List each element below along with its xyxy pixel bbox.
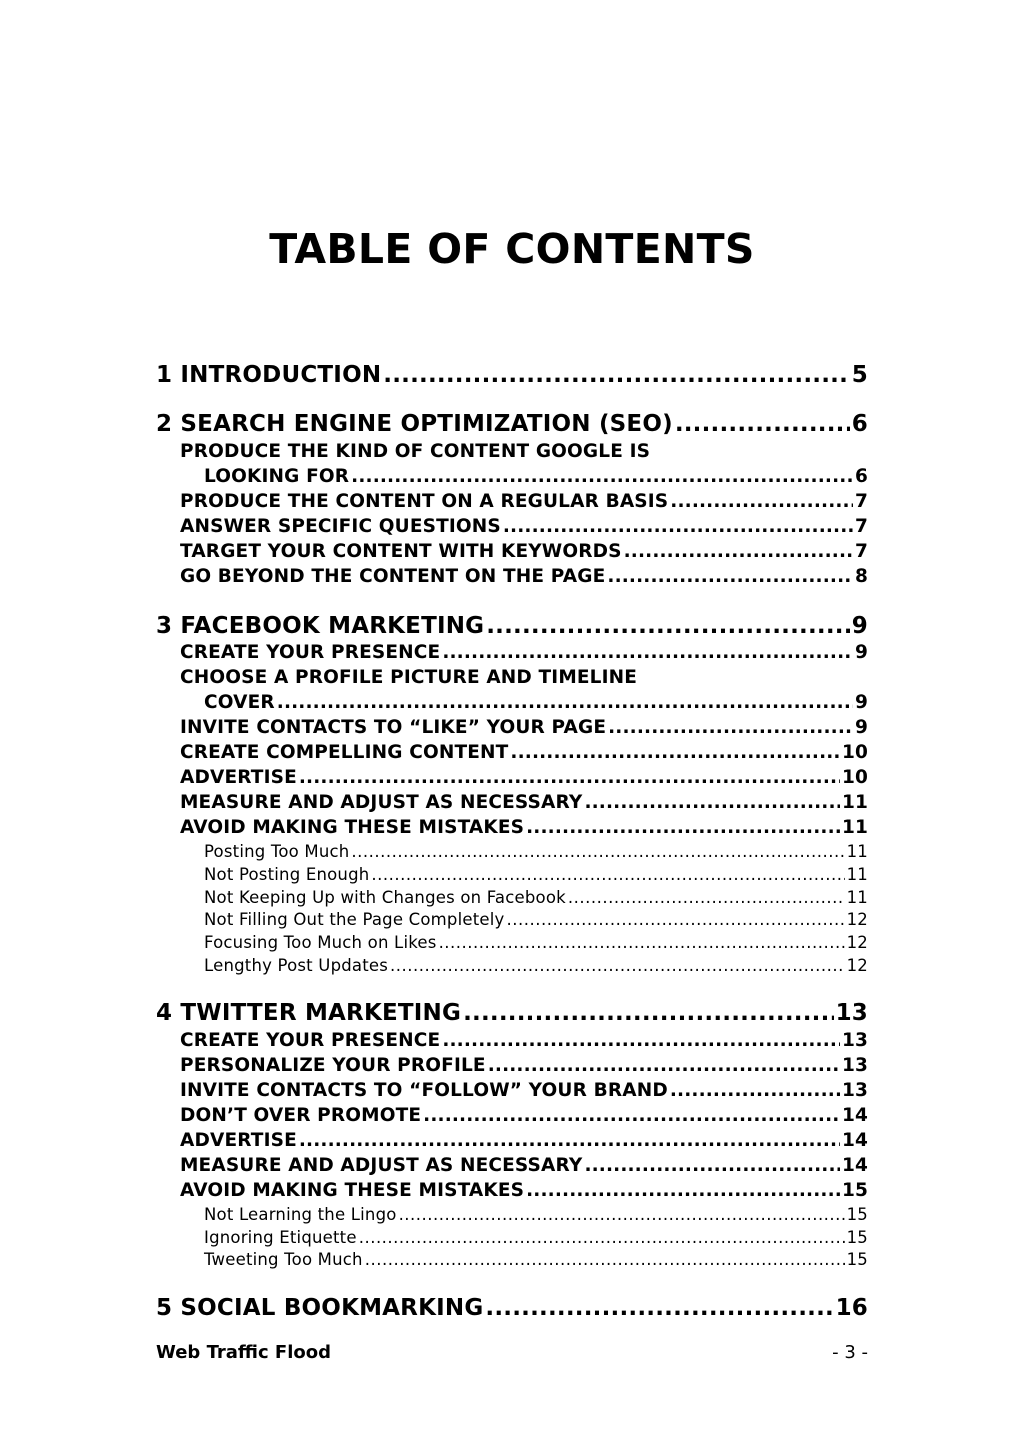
toc-entry-fb-mistakes[interactable]: [156, 817, 868, 838]
toc-entry-label: 1 INTRODUCTION: [156, 362, 382, 388]
toc-entry-label: Focusing Too Much on Likes: [204, 933, 437, 952]
toc-entry-invite-like[interactable]: [156, 717, 868, 738]
toc-entry-focusing-likes[interactable]: [156, 933, 868, 952]
dot-leader: [488, 1055, 840, 1076]
toc-entry-label: 4 TWITTER MARKETING: [156, 1000, 462, 1026]
toc-entry-page: 13: [841, 1030, 868, 1051]
toc-entry-tw-measure[interactable]: [156, 1155, 868, 1176]
dot-leader: [390, 956, 845, 975]
toc-entry-page: 6: [854, 466, 868, 487]
toc-entry-regular-basis[interactable]: [156, 491, 868, 512]
toc-entry-twitter[interactable]: [156, 1000, 868, 1026]
toc-entry-page: 15: [846, 1205, 868, 1224]
toc-entry-seo[interactable]: [156, 411, 868, 437]
dot-leader: [568, 888, 845, 907]
dot-leader: [442, 642, 853, 663]
dot-leader: [359, 1228, 845, 1247]
footer-book-title: Web Traffic Flood: [156, 1342, 331, 1363]
toc-entry-label: AVOID MAKING THESE MISTAKES: [180, 817, 525, 838]
dot-leader: [383, 362, 850, 388]
footer-page-number: - 3 -: [832, 1342, 868, 1363]
toc-entry-compelling-content[interactable]: [156, 742, 868, 763]
toc-entry-lengthy-updates[interactable]: [156, 956, 868, 975]
toc-entry-page: 5: [851, 362, 868, 388]
dot-leader: [670, 491, 853, 512]
toc-entry-page: 13: [841, 1080, 868, 1101]
toc-entry-tweeting-too-much[interactable]: [156, 1250, 868, 1269]
toc-entry-label: 2 SEARCH ENGINE OPTIMIZATION (SEO): [156, 411, 673, 437]
toc-entry-personalize-profile[interactable]: [156, 1055, 868, 1076]
toc-entry-label: AVOID MAKING THESE MISTAKES: [180, 1180, 525, 1201]
toc-entry-label: COVER: [204, 692, 275, 713]
toc-entry-facebook[interactable]: [156, 613, 868, 639]
toc-entry-page: 15: [846, 1250, 868, 1269]
toc-entry-label: PERSONALIZE YOUR PROFILE: [180, 1055, 486, 1076]
toc-entry-label: PRODUCE THE KIND OF CONTENT GOOGLE IS: [180, 441, 651, 462]
toc-entry-label: 5 SOCIAL BOOKMARKING: [156, 1295, 484, 1321]
dot-leader: [507, 910, 845, 929]
toc-entry-label: CREATE YOUR PRESENCE: [180, 642, 441, 663]
toc-entry-label: CHOOSE A PROFILE PICTURE AND TIMELINE: [180, 667, 638, 688]
toc-entry-label: CREATE COMPELLING CONTENT: [180, 742, 509, 763]
toc-entry-page: 9: [851, 613, 868, 639]
dot-leader: [584, 1155, 840, 1176]
dot-leader: [277, 692, 853, 713]
toc-entry-page: 12: [846, 910, 868, 929]
toc-entry-ignoring-etiquette[interactable]: [156, 1228, 868, 1247]
toc-entry-page: 8: [854, 566, 868, 587]
toc-entry-go-beyond[interactable]: [156, 566, 868, 587]
toc-entry-label: MEASURE AND ADJUST AS NECESSARY: [180, 792, 583, 813]
toc-entry-page: 14: [841, 1105, 868, 1126]
toc-entry-not-posting-enough[interactable]: [156, 865, 868, 884]
toc-entry-page: 12: [846, 933, 868, 952]
toc-entry-page: 11: [846, 865, 868, 884]
toc-entry-page: 12: [846, 956, 868, 975]
toc-entry-page: 6: [851, 411, 868, 437]
dot-leader: [584, 792, 840, 813]
dot-leader: [510, 742, 840, 763]
dot-leader: [526, 1180, 840, 1201]
toc-entry-label: Tweeting Too Much: [204, 1250, 363, 1269]
toc-entry-label: Not Keeping Up with Changes on Facebook: [204, 888, 566, 907]
toc-entry-label: CREATE YOUR PRESENCE: [180, 1030, 441, 1051]
toc-entry-page: 11: [846, 888, 868, 907]
dot-leader: [607, 566, 853, 587]
dot-leader: [526, 817, 840, 838]
toc-entry-page: 15: [846, 1228, 868, 1247]
toc-entry-tw-mistakes[interactable]: [156, 1180, 868, 1201]
toc-entry-page: 10: [841, 767, 868, 788]
toc-entry-not-filling-out[interactable]: [156, 910, 868, 929]
toc-entry-label: Not Filling Out the Page Completely: [204, 910, 505, 929]
toc-entry-label: INVITE CONTACTS TO “FOLLOW” YOUR BRAND: [180, 1080, 668, 1101]
toc-entry-page: 11: [841, 817, 868, 838]
toc-entry-label: ANSWER SPECIFIC QUESTIONS: [180, 516, 501, 537]
toc-entry-page: 7: [854, 491, 868, 512]
toc-entry-label: TARGET YOUR CONTENT WITH KEYWORDS: [180, 541, 622, 562]
toc-entry-page: 15: [841, 1180, 868, 1201]
toc-entry-label: GO BEYOND THE CONTENT ON THE PAGE: [180, 566, 606, 587]
dot-leader: [351, 842, 844, 861]
dot-leader: [371, 865, 844, 884]
toc-entry-fb-advertise[interactable]: [156, 767, 868, 788]
toc-entry-label: MEASURE AND ADJUST AS NECESSARY: [180, 1155, 583, 1176]
toc-entry-invite-follow[interactable]: [156, 1080, 868, 1101]
toc-entry-answer-questions[interactable]: [156, 516, 868, 537]
toc-entry-page: 11: [846, 842, 868, 861]
toc-entry-label: ADVERTISE: [180, 1130, 297, 1151]
toc-entry-page: 9: [854, 642, 868, 663]
toc-entry-page: 10: [841, 742, 868, 763]
toc-entry-social-bookmarking[interactable]: [156, 1295, 868, 1321]
toc-entry-page: 16: [835, 1295, 868, 1321]
toc-entry-posting-too-much[interactable]: [156, 842, 868, 861]
toc-entry-fb-presence[interactable]: [156, 642, 868, 663]
dot-leader: [399, 1205, 845, 1224]
dot-leader: [463, 1000, 834, 1026]
toc-entry-label: PRODUCE THE CONTENT ON A REGULAR BASIS: [180, 491, 669, 512]
toc-entry-page: 14: [841, 1155, 868, 1176]
dot-leader: [299, 767, 840, 788]
page-title: TABLE OF CONTENTS: [269, 225, 755, 273]
dot-leader: [486, 613, 850, 639]
toc-entry-fb-measure[interactable]: [156, 792, 868, 813]
dot-leader: [485, 1295, 833, 1321]
toc-entry-label: INVITE CONTACTS TO “LIKE” YOUR PAGE: [180, 717, 607, 738]
toc-entry-tw-advertise[interactable]: [156, 1130, 868, 1151]
dot-leader: [503, 516, 853, 537]
toc-entry-page: 7: [854, 516, 868, 537]
toc-entry-label: Not Posting Enough: [204, 865, 370, 884]
dot-leader: [299, 1130, 840, 1151]
dot-leader: [675, 411, 850, 437]
toc-entry-label: LOOKING FOR: [204, 466, 350, 487]
dot-leader: [423, 1105, 840, 1126]
toc-entry-label: ADVERTISE: [180, 767, 297, 788]
toc-entry-introduction[interactable]: [156, 362, 868, 388]
toc-entry-label: Not Learning the Lingo: [204, 1205, 397, 1224]
toc-entry-page: 9: [854, 717, 868, 738]
dot-leader: [351, 466, 853, 487]
dot-leader: [608, 717, 853, 738]
toc-entry-page: 11: [841, 792, 868, 813]
dot-leader: [670, 1080, 840, 1101]
toc-entry-label: DON’T OVER PROMOTE: [180, 1105, 422, 1126]
toc-entry-profile-picture-line2[interactable]: [156, 692, 868, 713]
toc-entry-produce-kind-line2[interactable]: [156, 466, 868, 487]
toc-entry-not-keeping-up[interactable]: [156, 888, 868, 907]
toc-entry-profile-picture-line1[interactable]: [156, 667, 868, 688]
toc-entry-tw-presence[interactable]: [156, 1030, 868, 1051]
toc-entry-label: Lengthy Post Updates: [204, 956, 389, 975]
dot-leader: [365, 1250, 845, 1269]
toc-entry-dont-over-promote[interactable]: [156, 1105, 868, 1126]
dot-leader: [442, 1030, 840, 1051]
dot-leader: [439, 933, 845, 952]
toc-entry-page: 13: [841, 1055, 868, 1076]
toc-entry-produce-kind-line1[interactable]: [156, 441, 868, 462]
toc-entry-label: Ignoring Etiquette: [204, 1228, 357, 1247]
dot-leader: [624, 541, 853, 562]
toc-entry-page: 9: [854, 692, 868, 713]
toc-entry-label: Posting Too Much: [204, 842, 350, 861]
toc-entry-page: 14: [841, 1130, 868, 1151]
toc-entry-not-learning-lingo[interactable]: [156, 1205, 868, 1224]
toc-entry-label: 3 FACEBOOK MARKETING: [156, 613, 485, 639]
toc-entry-page: 13: [835, 1000, 868, 1026]
toc-entry-page: 7: [854, 541, 868, 562]
toc-entry-target-keywords[interactable]: [156, 541, 868, 562]
